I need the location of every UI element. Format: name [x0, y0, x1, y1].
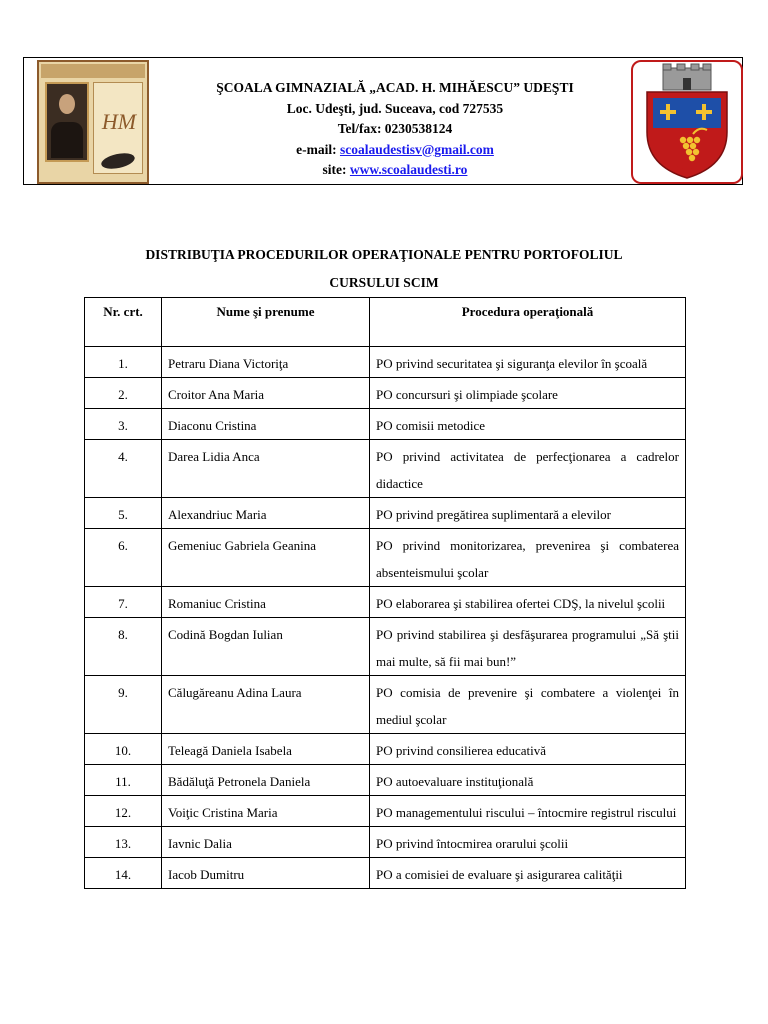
- coat-of-arms-icon: [633, 62, 741, 182]
- logo-monogram: HM: [101, 109, 137, 134]
- cell-procedure: PO concursuri şi olimpiade şcolare: [370, 378, 686, 409]
- cell-name: Croitor Ana Maria: [162, 378, 370, 409]
- document-title-line2: CURSULUI SCIM: [329, 275, 439, 290]
- cell-nr: 14.: [85, 858, 162, 889]
- cell-nr: 1.: [85, 347, 162, 378]
- cell-nr: 13.: [85, 827, 162, 858]
- school-info: [170, 78, 620, 181]
- table-row: [85, 409, 686, 440]
- cell-procedure: PO privind activitatea de perfecţionarea a cadrelor didactice: [370, 440, 686, 498]
- cell-nr: 6.: [85, 529, 162, 587]
- cell-procedure: PO autoevaluare instituţională: [370, 765, 686, 796]
- document-title: [84, 241, 684, 297]
- header-name: Nume şi prenume: [162, 298, 370, 347]
- cell-nr: 10.: [85, 734, 162, 765]
- cell-procedure: PO privind consilierea educativă: [370, 734, 686, 765]
- cell-procedure: PO privind stabilirea şi desfăşurarea programului „Să ştii mai multe, să fii mai bun!”: [370, 618, 686, 676]
- cell-name: Alexandriuc Maria: [162, 498, 370, 529]
- table-row: [85, 618, 686, 676]
- cell-procedure: PO privind pregătirea suplimentară a elevilor: [370, 498, 686, 529]
- logo-banner: [41, 64, 145, 78]
- table-row: [85, 796, 686, 827]
- cell-procedure: PO privind monitorizarea, prevenirea şi combaterea absenteismului şcolar: [370, 529, 686, 587]
- site-link[interactable]: www.scoalaudesti.ro: [349, 162, 468, 177]
- cell-name: Teleagă Daniela Isabela: [162, 734, 370, 765]
- table-row: [85, 440, 686, 498]
- school-address: Loc. Udeşti, jud. Suceava, cod 727535: [286, 100, 504, 116]
- table-row: [85, 378, 686, 409]
- school-site-line: [170, 160, 620, 181]
- letterhead: [23, 57, 743, 185]
- table-row: [85, 347, 686, 378]
- table-row: [85, 734, 686, 765]
- table-header-row: [85, 298, 686, 347]
- procedures-table: [84, 297, 686, 889]
- cell-nr: 2.: [85, 378, 162, 409]
- cell-name: Codină Bogdan Iulian: [162, 618, 370, 676]
- header-procedure: Procedura operaţională: [370, 298, 686, 347]
- table-row: [85, 858, 686, 889]
- cell-name: Gemeniuc Gabriela Geanina: [162, 529, 370, 587]
- cell-name: Romaniuc Cristina: [162, 587, 370, 618]
- portrait-image: [45, 82, 89, 162]
- school-name: ŞCOALA GIMNAZIALĂ „ACAD. H. MIHĂESCU” UDEŞTI: [216, 80, 574, 95]
- cell-name: Iacob Dumitru: [162, 858, 370, 889]
- document-title-line1: DISTRIBUŢIA PROCEDURILOR OPERAŢIONALE PENTRU PORTOFOLIUL: [145, 247, 623, 262]
- cell-name: Darea Lidia Anca: [162, 440, 370, 498]
- coat-of-arms: [631, 60, 743, 184]
- table-row: [85, 498, 686, 529]
- cell-name: Bădăluţă Petronela Daniela: [162, 765, 370, 796]
- email-link[interactable]: scoalaudestisv@gmail.com: [339, 141, 494, 157]
- cell-nr: 8.: [85, 618, 162, 676]
- cell-nr: 4.: [85, 440, 162, 498]
- cell-procedure: PO a comisiei de evaluare şi asigurarea calităţii: [370, 858, 686, 889]
- email-label: e-mail:: [296, 141, 340, 157]
- cell-nr: 12.: [85, 796, 162, 827]
- cell-procedure: PO comisia de prevenire şi combatere a violenţei în mediul şcolar: [370, 676, 686, 734]
- school-email-line: [170, 140, 620, 161]
- header-nr: Nr. crt.: [85, 298, 162, 347]
- school-logo: [37, 60, 149, 184]
- table-row: [85, 587, 686, 618]
- cell-procedure: PO comisii metodice: [370, 409, 686, 440]
- cell-name: Iavnic Dalia: [162, 827, 370, 858]
- cell-name: Călugăreanu Adina Laura: [162, 676, 370, 734]
- cell-procedure: PO elaborarea şi stabilirea ofertei CDŞ, la nivelul şcolii: [370, 587, 686, 618]
- cell-procedure: PO privind întocmirea orarului şcolii: [370, 827, 686, 858]
- cell-nr: 11.: [85, 765, 162, 796]
- cell-nr: 7.: [85, 587, 162, 618]
- cell-name: Petraru Diana Victoriţa: [162, 347, 370, 378]
- cell-procedure: PO managementului riscului – întocmire registrul riscului: [370, 796, 686, 827]
- cell-nr: 5.: [85, 498, 162, 529]
- cell-nr: 3.: [85, 409, 162, 440]
- cell-nr: 9.: [85, 676, 162, 734]
- table-row: [85, 827, 686, 858]
- cell-name: Voiţic Cristina Maria: [162, 796, 370, 827]
- table-row: [85, 676, 686, 734]
- cell-procedure: PO privind securitatea şi siguranţa elevilor în şcoală: [370, 347, 686, 378]
- school-phone: Tel/fax: 0230538124: [337, 121, 453, 136]
- table-row: [85, 765, 686, 796]
- cell-name: Diaconu Cristina: [162, 409, 370, 440]
- table-row: [85, 529, 686, 587]
- site-label: site:: [322, 162, 350, 177]
